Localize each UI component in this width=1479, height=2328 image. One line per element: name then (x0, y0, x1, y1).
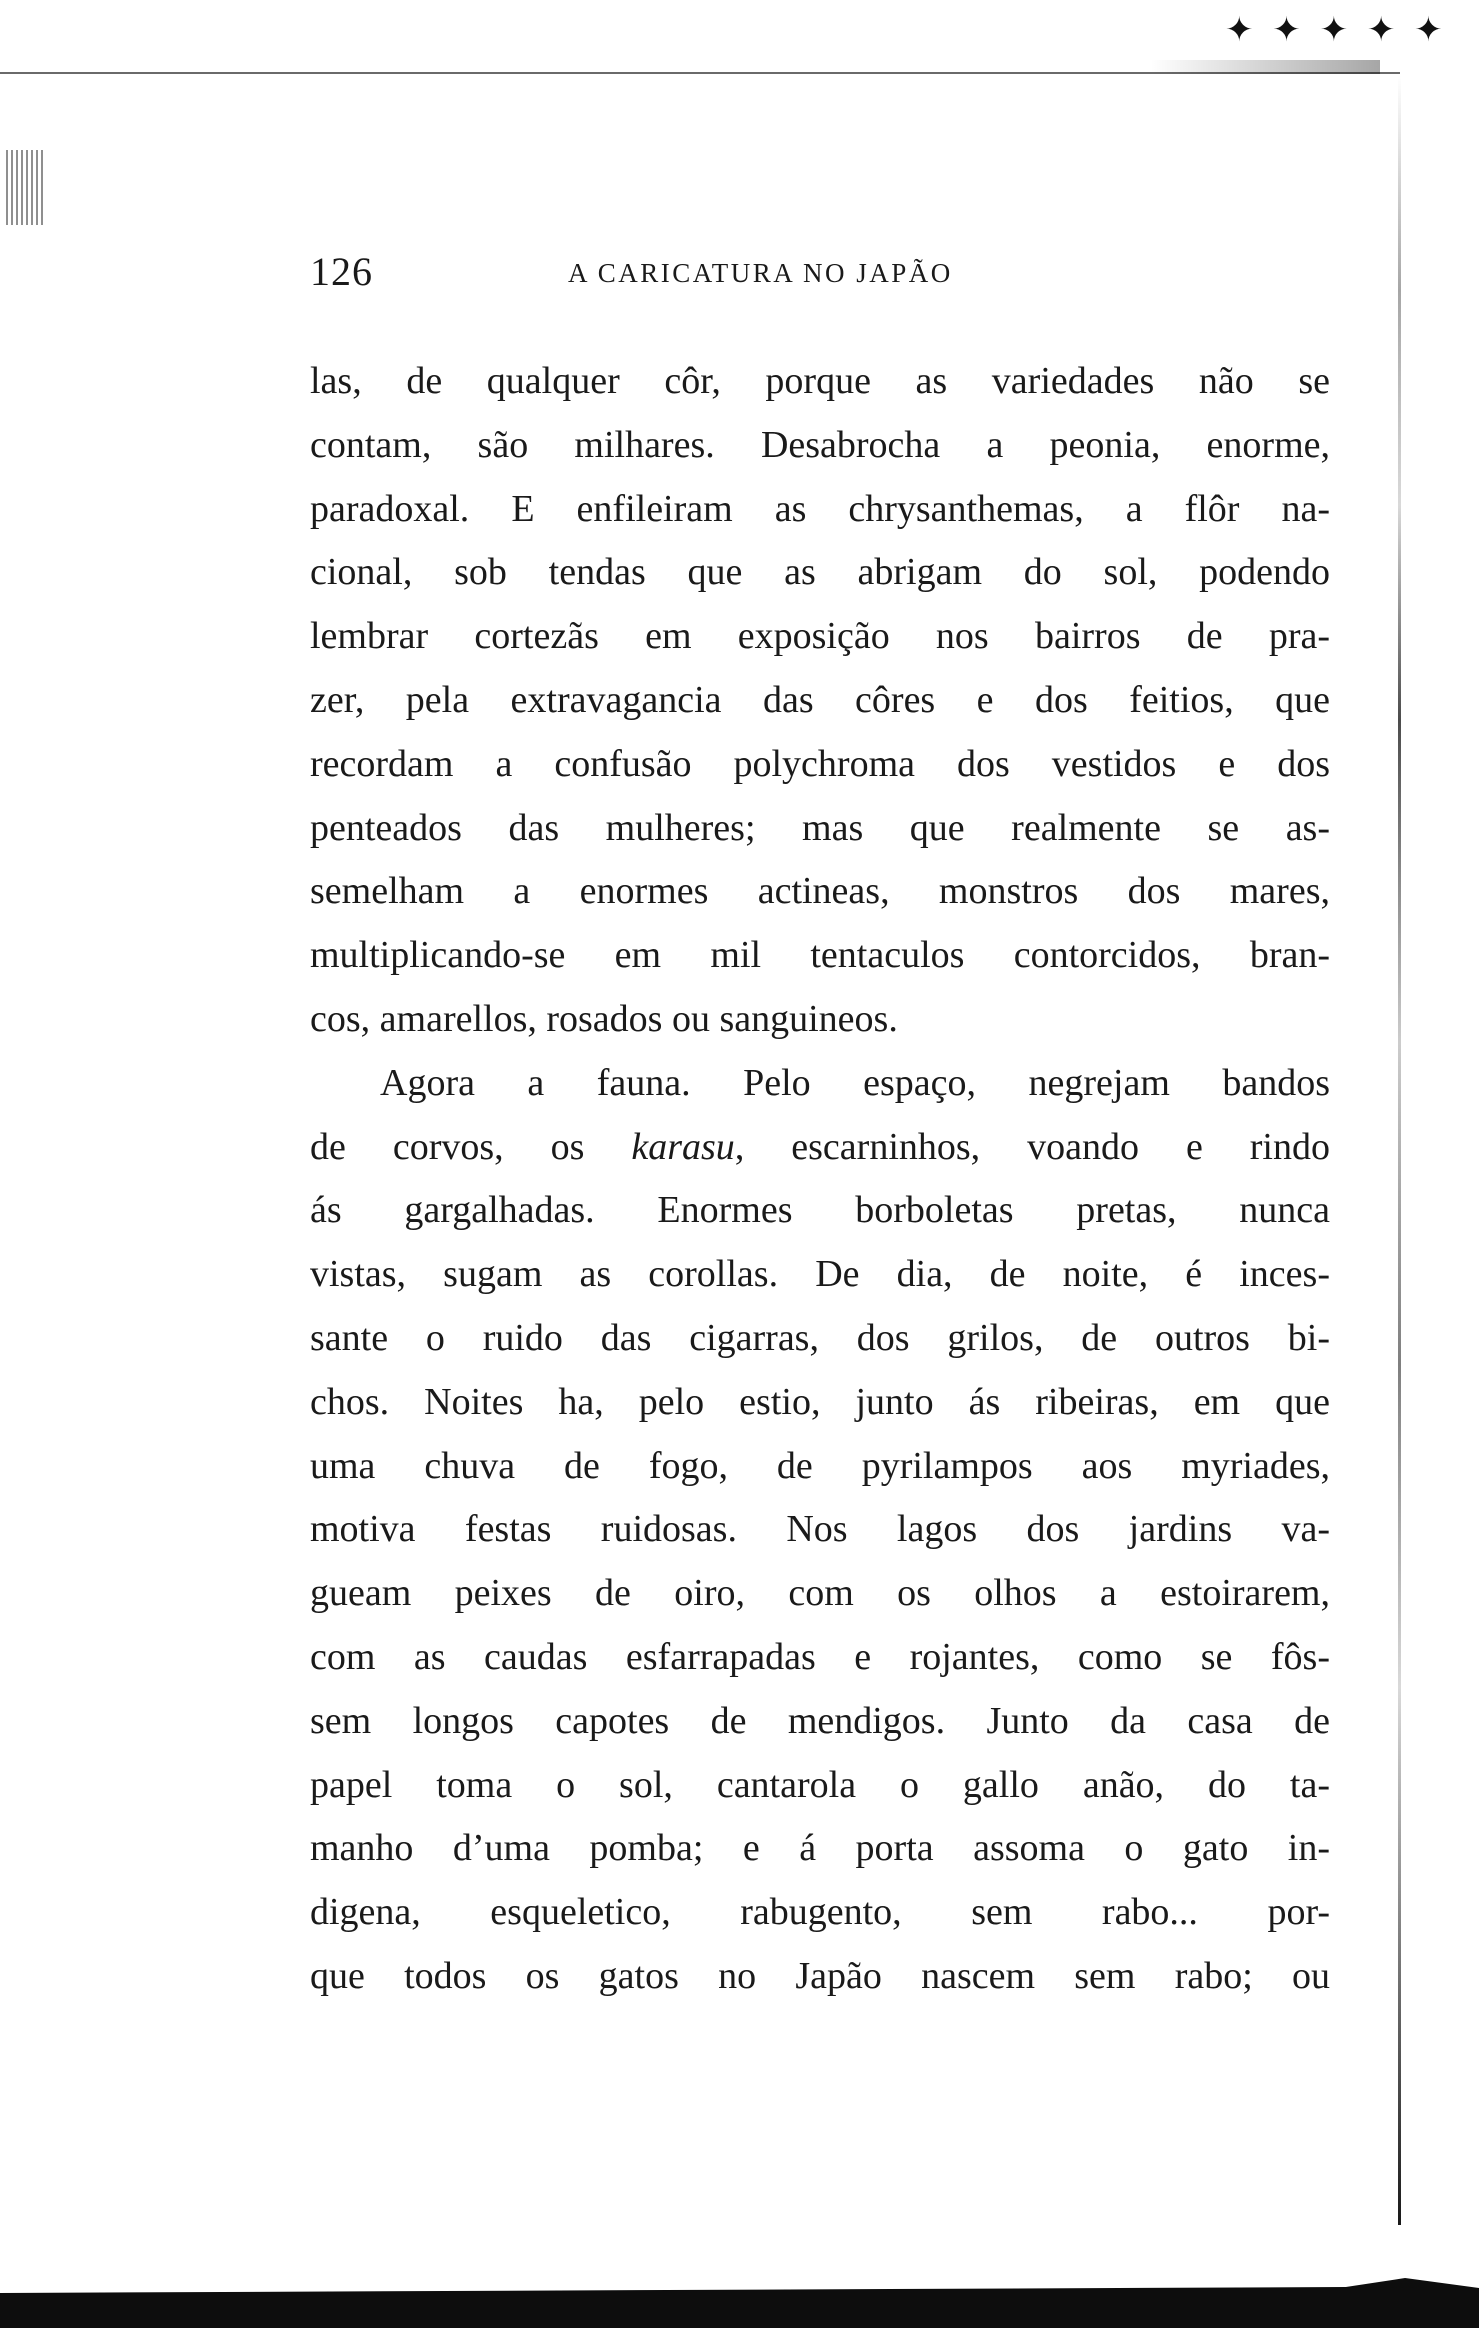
text-line (310, 1116, 1330, 1180)
text-line: semelham a enormes actineas, monstros dos mares, (310, 870, 1330, 913)
text-line: motiva festas ruidosas. Nos lagos dos jardins va- (310, 1508, 1330, 1551)
page-number: 126 (310, 249, 373, 294)
running-title: A CARICATURA NO JAPÃO (568, 258, 953, 288)
text-segment: , escarninhos, voando e rindo (734, 1125, 1330, 1168)
scan-right-edge (1398, 75, 1401, 2225)
text-line: contam, são milhares. Desabrocha a peonia, enorme, (310, 423, 1330, 466)
text-line: lembrar cortezãs em exposição nos bairros de pra- (310, 615, 1330, 658)
text-line: papel toma o sol, cantarola o gallo anão, do ta- (310, 1763, 1330, 1806)
italic-term: karasu (631, 1125, 735, 1168)
text-segment: de corvos, os (310, 1125, 632, 1168)
text-line: ás gargalhadas. Enormes borboletas pretas, nunca (310, 1189, 1330, 1232)
text-line: penteados das mulheres; mas que realmente se as- (310, 806, 1330, 849)
scan-shadow (1150, 60, 1380, 74)
text-line: recordam a confusão polychroma dos vestidos e dos (310, 742, 1330, 785)
text-line: paradoxal. E enfileiram as chrysanthemas, a flôr na- (310, 487, 1330, 530)
running-head (310, 248, 1330, 298)
text-line: chos. Noites ha, pelo estio, junto ás ribeiras, em que (310, 1380, 1330, 1423)
scan-bottom-bar (0, 2278, 1479, 2328)
paragraph (310, 1052, 1330, 2009)
text-line: zer, pela extravagancia das côres e dos feitios, que (310, 678, 1330, 721)
text-line: gueam peixes de oiro, com os olhos a estoirarem, (310, 1572, 1330, 1615)
text-line: que todos os gatos no Japão nascem sem rabo; ou (310, 1954, 1330, 1997)
text-line: vistas, sugam as corollas. De dia, de noite, é inces- (310, 1253, 1330, 1296)
body-text (310, 350, 1330, 2009)
text-line: uma chuva de fogo, de pyrilampos aos myriades, (310, 1444, 1330, 1487)
text-line: cos, amarellos, rosados ou sanguineos. (310, 997, 898, 1040)
text-line: sante o ruido das cigarras, dos grilos, de outros bi- (310, 1316, 1330, 1359)
text-line: sem longos capotes de mendigos. Junto da casa de (310, 1699, 1330, 1742)
paragraph (310, 350, 1330, 1052)
text-line: manho d’uma pomba; e á porta assoma o gato in- (310, 1827, 1330, 1870)
text-line: digena, esqueletico, rabugento, sem rabo... por- (310, 1891, 1330, 1934)
text-line: multiplicando-se em mil tentaculos contorcidos, bran- (310, 934, 1330, 977)
text-line: com as caudas esfarrapadas e rojantes, como se fôs- (310, 1635, 1330, 1678)
text-line: cional, sob tendas que as abrigam do sol, podendo (310, 551, 1330, 594)
scan-left-streaks (6, 150, 46, 225)
scan-corner-marks: ✦ ✦ ✦ ✦ ✦ (1225, 10, 1447, 50)
text-line: las, de qualquer côr, porque as variedades não se (310, 360, 1330, 402)
text-line: Agora a fauna. Pelo espaço, negrejam bandos (380, 1061, 1330, 1104)
